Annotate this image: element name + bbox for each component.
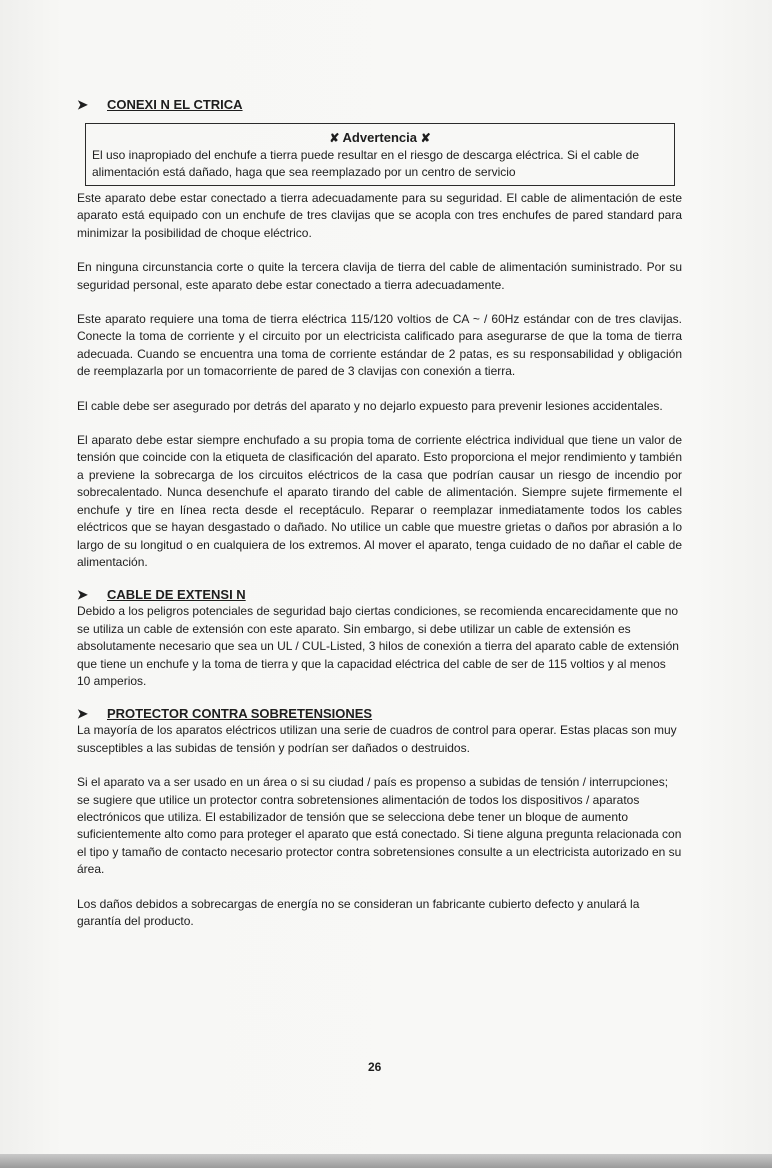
warning-box bbox=[85, 123, 675, 186]
warning-text: El uso inapropiado del enchufe a tierra puede resultar en el riesgo de descarga eléctrica. Si el cable de alimentación está dañado, haga que sea reemplazado por un centro de servicio bbox=[92, 148, 640, 179]
heading-extension-cord bbox=[77, 587, 682, 603]
paragraph: Debido a los peligros potenciales de seguridad bajo ciertas condiciones, se recomienda encarecidamente que no se utiliza un cable de extensión con este aparato. Sin embargo, si debe utilizar un cable de extensión es absolutamente necesario que sea un UL / CUL-Listed, 3 hilos de conexión a tierra del aparato cable de extensión que tiene un enchufe y la toma de tierra y que la capacidad eléctrica del cable de ser de 115 voltios y al menos 10 amperios. bbox=[77, 604, 679, 688]
heading-text: CONEXI N EL CTRICA bbox=[107, 97, 243, 112]
heading-electrical-connection bbox=[77, 97, 682, 113]
paragraph: Si el aparato va a ser usado en un área o si su ciudad / país es propenso a subidas de tensión / interrupciones; se sugiere que utilice un protector contra sobretensiones alimentación de todos los dispositivos / aparatos electrónicos que utiliza. El estabilizador de tensión que se selecciona debe tener un bloque de aumento suficientemente alto como para proteger el aparato que está conectado. Si tiene alguna pregunta relacionada con el tipo y tamaño de contacto necesario protector contra sobretensiones consulte a un electricista autorizado en su área. bbox=[77, 775, 682, 877]
paragraph: La mayoría de los aparatos eléctricos utilizan una serie de cuadros de control para operar. Estas placas son muy susceptibles a las subidas de tensión y podrían ser dañados o destruidos. bbox=[77, 723, 677, 755]
paragraph: El aparato debe estar siempre enchufado a su propia toma de corriente eléctrica individual que tiene un valor de tensión que coincide con la etiqueta de clasificación del aparato. Esto proporciona el mejor rendimiento y también a previene la sobrecarga de los circuitos eléctricos de la casa que podrían causar un riesgo de incendio por sobrecalentado. Nunca desenchufe el aparato tirando del cable de alimentación. Siempre sujete firmemente el enchufe y tire en línea recta desde el receptáculo. Reparar o reemplazar inmediatamente todos los cables eléctricos que se hayan desgastado o dañado. No utilice un cable que muestre grietas o daños por abrasión a lo largo de su longitud o en cualquiera de los extremos. Al mover el aparato, tenga cuidado de no dañar el cable de alimentación. bbox=[77, 433, 682, 569]
warning-symbol-icon: ✘ bbox=[420, 131, 431, 145]
scan-edge-shadow bbox=[0, 1154, 772, 1168]
paragraph: En ninguna circunstancia corte o quite la tercera clavija de tierra del cable de alimentación suministrado. Por su seguridad personal, este aparato debe estar conectado a tierra adecuadamente. bbox=[77, 260, 682, 292]
heading-text: PROTECTOR CONTRA SOBRETENSIONES bbox=[107, 706, 373, 722]
paragraph: Este aparato requiere una toma de tierra eléctrica 115/120 voltios de CA ~ / 60Hz estándar con de tres clavijas. Conecte la toma de corriente y el circuito por un electricista calificado para asegurarse de que la toma de tierra adecuada. Cuando se encuentra una toma de corriente estándar de 2 patas, es su responsabilidad y obligación de reemplazarla por un tomacorriente de pared de 3 clavijas con conexión a tierra. bbox=[77, 312, 682, 379]
heading-surge-protector bbox=[77, 706, 682, 722]
arrow-bullet-icon: ➤ bbox=[77, 587, 88, 603]
heading-text: CABLE DE EXTENSI N bbox=[107, 587, 246, 603]
arrow-bullet-icon: ➤ bbox=[77, 97, 88, 112]
warning-title-row bbox=[92, 129, 668, 147]
arrow-bullet-icon: ➤ bbox=[77, 706, 88, 722]
page-number: 26 bbox=[368, 1060, 382, 1074]
warning-title: Advertencia bbox=[342, 130, 417, 145]
paragraph: El cable debe ser asegurado por detrás del aparato y no dejarlo expuesto para prevenir lesiones accidentales. bbox=[77, 398, 663, 413]
paragraph: Los daños debidos a sobrecargas de energía no se consideran un fabricante cubierto defecto y anulará la garantía del producto. bbox=[77, 896, 640, 928]
page-content bbox=[77, 97, 682, 930]
warning-symbol-icon: ✘ bbox=[329, 131, 340, 145]
paragraph: Este aparato debe estar conectado a tierra adecuadamente para su seguridad. El cable de alimentación de este aparato está equipado con un enchufe de tres clavijas que se acopla con tres enchufes de pared standard para minimizar la posibilidad de choque eléctrico. bbox=[77, 191, 682, 240]
